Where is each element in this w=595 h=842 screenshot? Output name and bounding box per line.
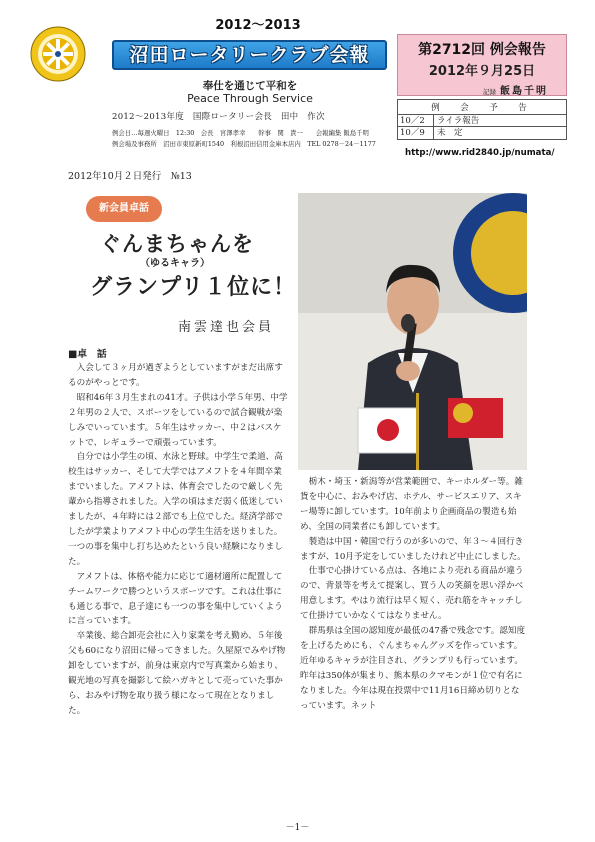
schedule-event: ライラ報告 xyxy=(437,116,480,126)
section-heading: ■卓 話 xyxy=(68,349,107,360)
recorder-label: 記録 xyxy=(483,88,496,96)
schedule-event: 未 定 xyxy=(437,128,463,138)
issue-line: 2012年10月２日発行 №13 xyxy=(68,171,192,182)
new-member-talk-badge: 新会員卓話 xyxy=(86,196,162,222)
article-body-right xyxy=(300,475,528,714)
author-name: 南雲達也会員 xyxy=(178,320,275,335)
rotary-logo xyxy=(30,26,86,82)
schedule-row xyxy=(398,127,566,139)
article-paragraph: 昭和46年３月生まれの41才。子供は小学５年男、中学２年男の２人で、スポーツをしているので試合観戦が楽しみでいっています。５年生はサッカー、中２はバスケットで、レギュラーで頑張っています。 xyxy=(68,392,288,448)
schedule-date: 10／9 xyxy=(398,127,434,139)
article-body-left xyxy=(68,361,288,719)
speaker-photo xyxy=(298,193,527,470)
president-line: 2012～2013年度 国際ロータリー会長 田中 作次 xyxy=(112,112,325,122)
report-date: 2012年９月25日 xyxy=(428,64,536,79)
article-paragraph: 仕事で心掛けている点は、各地により売れる商品が違うので、背景等を考えて提案し、買う人の笑顔を思い浮かべ用意します。やはり流行は早く短く、売れ筋をキャッチして仕掛けていかなくてはなりません。 xyxy=(300,566,524,622)
club-name-banner: 沼田ロータリークラブ会報 xyxy=(112,40,387,70)
club-url-link[interactable]: http://www.rid2840.jp/numata/ xyxy=(405,148,555,158)
slogan-jp: 奉仕を通じて平和を xyxy=(202,80,298,92)
schedule-row xyxy=(398,115,566,127)
report-box xyxy=(397,34,567,96)
schedule-title: 例 会 予 告 xyxy=(398,100,566,115)
meeting-schedule xyxy=(397,99,567,140)
meeting-info-line: 例会日…毎週火曜日 12:30 会長 宮澤孝幸 幹事 関 貴一 会報編集 飯島千明 xyxy=(112,129,369,137)
schedule-date: 10／2 xyxy=(398,115,434,126)
headline-line-2: グランプリ１位に！ xyxy=(90,274,297,300)
slogan-en: Peace Through Service xyxy=(187,92,313,105)
article-paragraph: 栃木・埼玉・新潟等が営業範囲で、キーホルダー等。雑貨を中心に、おみやげ店、ホテル、サービスエリア、スキー場等に卸しています。10年前より企画商品の製造も始め、全国の同業者にも卸しています。 xyxy=(300,477,523,532)
recorder xyxy=(398,82,566,97)
page-number: －1－ xyxy=(285,823,310,833)
headline-subtitle: （ゆるキャラ） xyxy=(140,258,210,269)
article-paragraph: アメフトは、体格や能力に応じて適材適所に配置してチームワークで勝つというスポーツです。これは仕事にも通じる事で、息子達にも一つの事を集中していくように言っています。 xyxy=(68,571,283,627)
article-paragraph: 自分では小学生の頃、水泳と野球。中学生で柔道、高校生はサッカー、そして大学ではアメフトを４年間卒業までいました。アメフトは、体育会でしたので厳しく先輩から指導されました。入学の頃はまだ弱く低迷していましたが、４年時には２部でも上位でした。経済学部でしたが学業よりアメフト中心の学生生活を送りました。一つの事を集中し打ち込めたという良い経験になりました。 xyxy=(68,452,283,567)
article-paragraph: 群馬県は全国の認知度が最低の47番で残念です。認知度を上げるためにも、ぐんまちゃんグッズを作っています。近年ゆるキャラが注目され、グランプリも行っています。昨年は350体が集まり、熊本県のクマモンが１位で有名になりました。今年は現在投票中で11月16日締め切りとなっています。ネット xyxy=(300,626,526,711)
recorder-name: 飯島千明 xyxy=(500,86,548,97)
article-paragraph: 卒業後、総合卸売会社に入り家業を考え勤め、５年後父も60になり沼田に帰ってきました。久屋原でみやげ物卸をしていますが、前身は東京内で写真業から始まり、観光地の写真を撮影して絵ハガキとして売っていた事から、おみやげ物を取り扱う様になって現在となりました。 xyxy=(68,631,286,716)
article-paragraph: 製造は中国・韓国で行うのが多いので、年３～４回行きますが、10月予定をしていましたけれど中止にしました。 xyxy=(300,536,526,562)
office-info-line: 例会場及事務所 沼田市東原新町1540 利根沼田信用金庫本店内 TEL 0278－24－1177 xyxy=(112,140,376,148)
headline-line-1: ぐんまちゃんを xyxy=(100,231,254,256)
years-heading: 2012～2013 xyxy=(215,18,301,33)
article-paragraph: 入会して３ヶ月が過ぎようとしていますがまだ出席するのがやっとです。 xyxy=(68,363,283,388)
report-title: 第2712回 例会報告 xyxy=(418,42,546,58)
